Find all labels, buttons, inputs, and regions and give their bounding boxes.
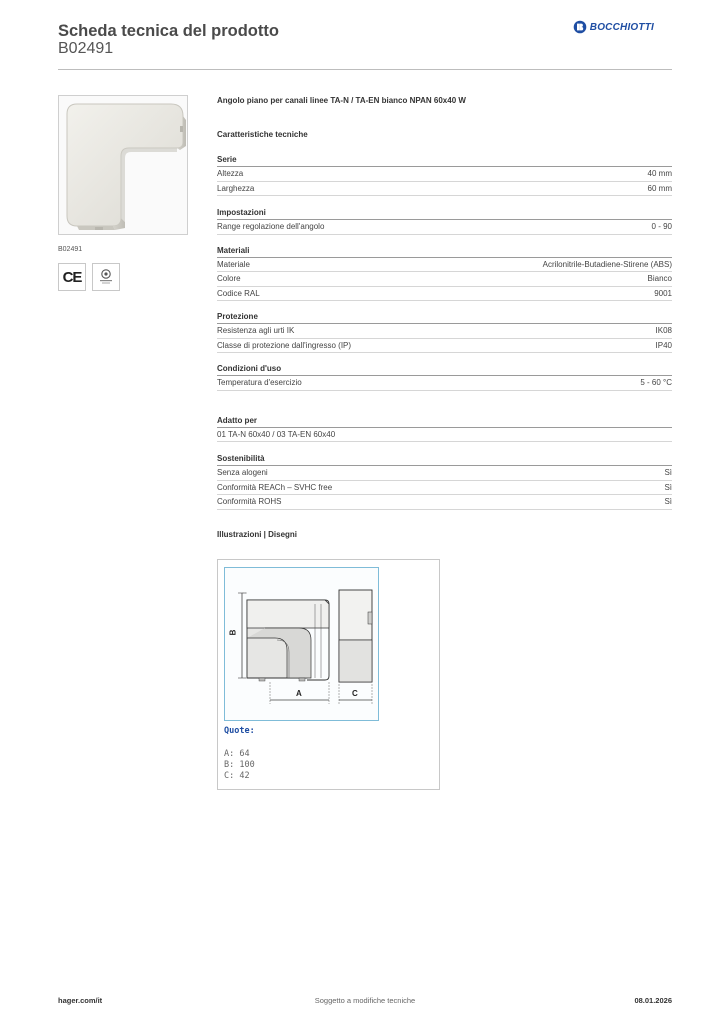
illustrations-heading: Illustrazioni | Disegni [217, 529, 298, 539]
spec-row [217, 376, 672, 391]
document-title: Scheda tecnica del prodotto [58, 22, 279, 40]
product-sidebar [58, 95, 188, 291]
spec-label: Conformità REACh – SVHC free [217, 482, 333, 492]
section-serie [217, 154, 672, 196]
ce-mark-icon: CE [62, 268, 82, 286]
certification-seal-icon [96, 267, 116, 287]
footer-date: 08.01.2026 [634, 996, 672, 1005]
brand-name: BOCCHIOTTI [589, 21, 654, 33]
section-adatto-per [217, 415, 672, 443]
spec-value: IK08 [655, 326, 672, 335]
spec-label: Range regolazione dell'angolo [217, 222, 325, 231]
section-materiali [217, 245, 672, 302]
spec-label: 01 TA-N 60x40 / 03 TA-EN 60x40 [217, 429, 336, 439]
spec-value: 40 mm [647, 169, 672, 178]
spec-label: Materiale [217, 259, 250, 269]
certification-row [58, 263, 188, 291]
spec-label: Temperatura d'esercizio [217, 378, 302, 387]
spec-row [217, 339, 672, 354]
section-sostenibilita [217, 453, 672, 510]
spec-label: Resistenza agli urti IK [217, 326, 295, 335]
spec-label: Classe di protezione dall'ingresso (IP) [217, 340, 352, 350]
section-impostazioni [217, 207, 672, 235]
spec-value: 9001 [654, 288, 672, 298]
spec-row [217, 258, 672, 273]
quote-b: B: 100 [224, 760, 255, 770]
bocchiotti-logo-icon [573, 20, 587, 34]
dimension-label-b: B [228, 629, 238, 636]
spec-row [217, 481, 672, 496]
section-title: Protezione [217, 311, 672, 324]
spec-value: Bianco [647, 274, 672, 283]
section-title: Impostazioni [217, 207, 672, 220]
footer-note: Soggetto a modifiche tecniche [314, 996, 416, 1005]
specifications [217, 96, 672, 539]
spec-row [217, 466, 672, 481]
quote-title: Quote: [224, 726, 255, 736]
technical-drawing-panel [217, 559, 440, 790]
product-code: B02491 [58, 40, 114, 57]
spec-row [217, 428, 672, 443]
spec-value: Acrilonitrile-Butadiene-Stirene (ABS) [542, 259, 672, 269]
spec-value: 0 - 90 [651, 222, 672, 231]
spec-row [217, 324, 672, 339]
section-title: Condizioni d'uso [217, 363, 672, 376]
spec-row [217, 495, 672, 510]
section-title: Sostenibilità [217, 453, 672, 466]
spec-label: Altezza [217, 169, 244, 178]
section-title: Materiali [217, 245, 672, 258]
dimension-label-a: A [296, 689, 302, 698]
footer-website-link[interactable]: hager.com/it [58, 996, 103, 1005]
section-condizioni-uso [217, 363, 672, 391]
spec-value: Sì [664, 497, 672, 506]
spec-value: IP40 [655, 340, 672, 350]
spec-value: Sì [664, 482, 672, 492]
product-name: Angolo piano per canali linee TA-N / TA-EN bianco NPAN 60x40 W [217, 96, 466, 105]
spec-label: Conformità ROHS [217, 497, 282, 506]
spec-label: Senza alogeni [217, 468, 268, 477]
spec-row [217, 287, 672, 302]
spec-row [217, 182, 672, 197]
spec-label: Colore [217, 274, 241, 283]
spec-label: Codice RAL [217, 288, 260, 298]
section-title: Serie [217, 154, 672, 167]
technical-heading: Caratteristiche tecniche [217, 130, 308, 139]
spec-value: 5 - 60 °C [640, 378, 672, 387]
spec-value: 60 mm [647, 183, 672, 193]
photo-caption: B02491 [58, 246, 83, 253]
ce-mark-badge [58, 263, 86, 291]
document-header [58, 20, 672, 70]
section-title: Adatto per [217, 415, 672, 428]
technical-drawing [224, 567, 379, 721]
brand-logo [573, 20, 654, 34]
section-protezione [217, 311, 672, 353]
quote-c: C: 42 [224, 771, 250, 781]
spec-value: Sì [664, 468, 672, 477]
certification-seal-badge [92, 263, 120, 291]
product-photo [58, 95, 188, 235]
quote-a: A: 64 [224, 749, 250, 759]
dimension-label-c: C [352, 689, 358, 698]
document-footer [58, 996, 672, 1010]
spec-row [217, 220, 672, 235]
product-photo-image [59, 96, 187, 234]
spec-row [217, 167, 672, 182]
spec-label: Larghezza [217, 183, 255, 193]
spec-row [217, 272, 672, 287]
